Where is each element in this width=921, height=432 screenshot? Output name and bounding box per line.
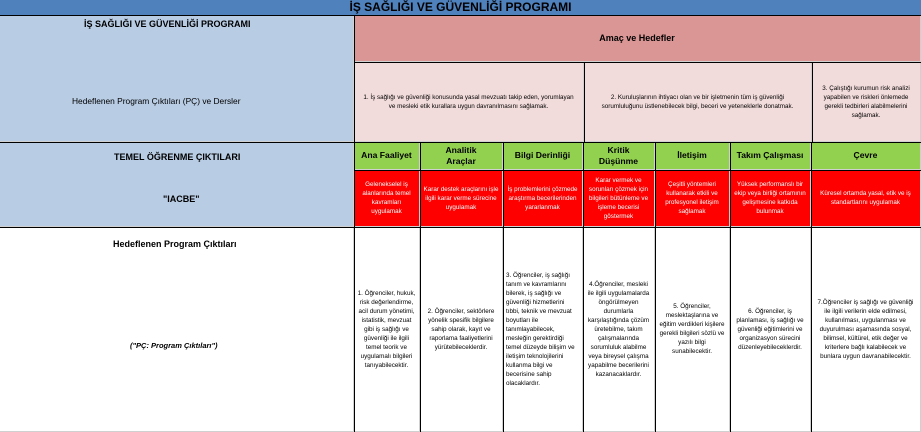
targeted-outcomes-cell bbox=[0, 227, 354, 432]
outcome-2: 2. Öğrenciler, sektörlere yönelik spesifik bilgilere sahip olarak, kayıt ve raporlama faaliyetlerini yürütebileceklerdir. bbox=[420, 227, 503, 432]
competency-header-5: İletişim bbox=[655, 142, 730, 170]
targeted-outcomes-label: Hedeflenen Program Çıktıları bbox=[113, 239, 237, 249]
competency-desc-7: Küresel ortamda yasal, etik ve iş standartlarını uygulamak bbox=[811, 170, 921, 227]
grid-line bbox=[655, 142, 656, 432]
sheet-title: İŞ SAĞLIĞI VE GÜVENLİĞİ PROGRAMI bbox=[0, 0, 921, 15]
outcome-7: 7.Öğrenciler iş sağlığı ve güvenliği ile ilgili verilerin elde edilmesi, kullanılması, uygulanması ve duyurulması aşamasında sosyal, bilimsel, kültürel, etik değer ve kriterlere bağlı kalabilecek ve bunlara uygun davranabilecektir. bbox=[811, 227, 921, 432]
competency-desc-4: Karar vermek ve sorunları çözmek için bilgileri bütünleme ve işleme becerisi göstermek bbox=[583, 170, 655, 227]
goal-item-1 bbox=[354, 62, 584, 142]
goals-header: Amaç ve Hedefler bbox=[599, 33, 675, 43]
outcome-4: 4.Öğrenciler, mesleki ile ilgili uygulamalarda öngörülmeyen durumlarla karşılaştığında çözüm üretebilme, takım çalışmalarında sorumluluk alabilme veya bireysel çalışma yapabilme becerilerini kazanacaklardır. bbox=[583, 227, 655, 432]
competency-header-6: Takım Çalışması bbox=[730, 142, 811, 170]
competency-desc-2: Karar destek araçlarını işle ilgili karar verme sürecine uygulamak bbox=[420, 170, 503, 227]
competency-desc-6: Yüksek performanslı bir ekip veya birliği ortamının gelişmesine katkıda bulunmak bbox=[730, 170, 811, 227]
program-name-cell bbox=[0, 15, 354, 142]
grid-line bbox=[730, 142, 731, 432]
goals-header-cell bbox=[354, 15, 921, 62]
outcomes-courses-label: Hedeflenen Program Çıktıları (PÇ) ve Dersler bbox=[72, 96, 241, 106]
grid-line bbox=[0, 227, 921, 228]
core-outcomes-cell bbox=[0, 142, 354, 227]
competency-desc-5: Çeşitli yöntemleri kullanarak etkili ve profesyonel iletişim sağlamak bbox=[655, 170, 730, 227]
goal-item-2 bbox=[584, 62, 812, 142]
grid-line bbox=[354, 62, 921, 63]
grid-line bbox=[811, 142, 812, 432]
outcome-6: 6. Öğrenciler, iş planlaması, iş sağlığı ve güvenliği eğitimlerini ve organizasyon sürecini düzenleyebileceklerdir. bbox=[730, 227, 811, 432]
goal-item-text: 1. İş sağlığı ve güvenliği konusunda yasal mevzuatı takip eden, yorumlayan ve mesleki etik kurallara uygun davranılmasını sağlamak. bbox=[363, 93, 574, 110]
grid-line bbox=[0, 15, 921, 16]
competency-desc-1: Gelenekselel iş alanlarında temel kavramları uygulamak bbox=[354, 170, 420, 227]
grid-line bbox=[0, 142, 921, 143]
core-outcomes-label: TEMEL ÖĞRENME ÇIKTILARI bbox=[114, 152, 241, 162]
grid-line bbox=[503, 142, 504, 432]
pc-note: ("PÇ: Program Çıktıları") bbox=[130, 341, 218, 350]
competency-header-3: Bilgi Derinliği bbox=[503, 142, 583, 170]
grid-line bbox=[354, 170, 921, 171]
competency-header-7: Çevre bbox=[811, 142, 921, 170]
competency-header-4: Kritik Düşünme bbox=[583, 142, 655, 170]
iacbe-label: "IACBE" bbox=[163, 194, 200, 204]
outcome-3: 3. Öğrenciler, iş sağlığı tanım ve kavramlarını bilerek, iş sağlığı ve güvenliği hizmetlerini tıbbi, teknik ve mevzuat boyutları ile tanımlayabilecek, mesleğin gerektirdiği temel düzeyde bilişim ve iletişim teknolojilerini kullanma bilgi ve becerisine sahip olacaklardır. bbox=[503, 227, 583, 432]
grid-line bbox=[420, 142, 421, 432]
grid-line bbox=[354, 15, 355, 432]
grid-line bbox=[584, 62, 585, 142]
competency-header-2: Analitik Araçlar bbox=[420, 142, 503, 170]
competency-desc-3: İş problemlerini çözmede araştırma becerilerinden yararlanmak bbox=[503, 170, 583, 227]
program-name: İŞ SAĞLIĞI VE GÜVENLİĞİ PROGRAMI bbox=[84, 19, 251, 29]
goal-item-text: 2. Kuruluşlarının ihtiyacı olan ve bir işletmenin tüm iş güvenliği sorumluluğunu üstlenebilecek bilgi, beceri ve yeteneklerle donatmak. bbox=[601, 93, 794, 110]
outcome-5: 5. Öğrenciler, meslektaşlarına ve eğitim verdikleri kişilere gerekli bilgileri sözlü ve yazılı bilgi sunabilecektir. bbox=[655, 227, 730, 432]
grid-line bbox=[583, 142, 584, 432]
goal-item-text: 3. Çalıştığı kurumun risk analizi yapabilen ve riskleri önlemede gerekli tedbirleri alabilmelerini sağlamak. bbox=[822, 84, 910, 119]
goal-item-3 bbox=[812, 62, 921, 142]
competency-header-1: Ana Faaliyet bbox=[354, 142, 420, 170]
grid-line bbox=[812, 62, 813, 142]
outcome-1: 1. Öğrenciler, hukuk, risk değerlendirme, acil durum yönetimi, istatistik, mevzuat gibi iş sağlığı ve güvenliği ile ilgili temel teorik ve uygulamalı bilgileri tanıyabilecektir. bbox=[354, 227, 420, 432]
